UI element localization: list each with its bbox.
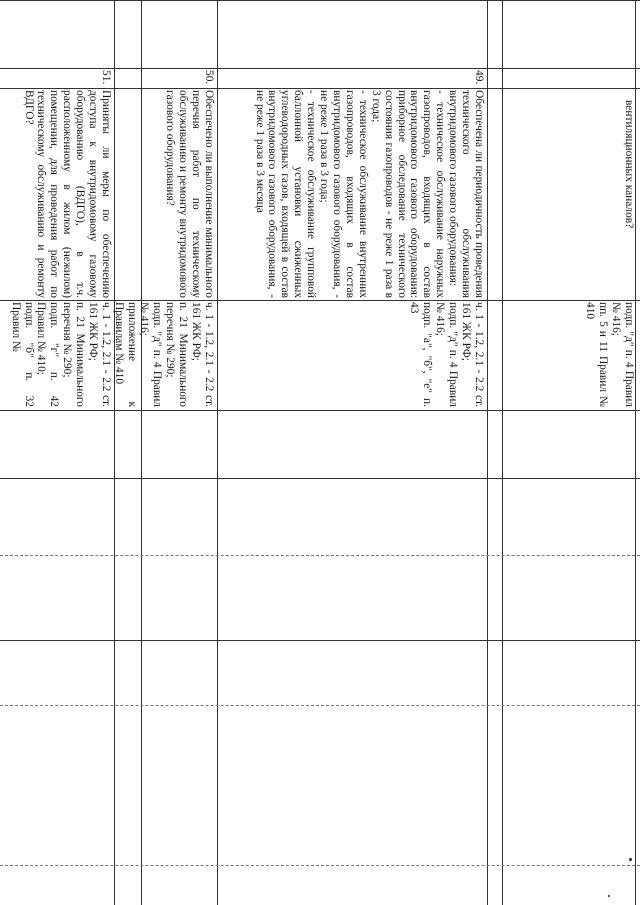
scan-speck xyxy=(608,895,610,897)
reference-text xyxy=(583,302,635,407)
reference-line: подп. "б" п. 32 Правил № xyxy=(9,302,35,407)
table-border-line xyxy=(0,0,640,1)
table-border-line xyxy=(0,68,640,69)
reference-text xyxy=(9,302,112,407)
table-border-line xyxy=(141,0,142,905)
question-line: - техническое обслуживание групповой баллонной установки сжиженных углеводородных газов, входящей в состав внутридомового газового оборудования, - не реже 1 раза в 3 месяца xyxy=(253,90,318,298)
scan-speck xyxy=(629,858,632,861)
question-line: вентиляционных каналов? xyxy=(623,100,635,229)
question-text xyxy=(22,90,112,298)
reference-line: подп. "д" п. 4 Правил № 416; xyxy=(610,302,635,407)
row-number: 51. xyxy=(100,70,112,85)
row-number: 49. xyxy=(473,70,485,85)
table-border-line xyxy=(487,0,488,905)
reference-line: ч. 1 - 1.2, 2.1 - 2.2 ст. 161 ЖК РФ; xyxy=(87,302,112,407)
table-border-line xyxy=(0,555,640,556)
question-line: Обеспечена ли периодичность проведения технического обслуживания внутридомового газового оборудования: xyxy=(447,90,485,298)
table-border-line xyxy=(114,0,115,905)
reference-line: п. 21 Минимального перечня № 290; xyxy=(164,302,190,407)
question-line: - техническое обслуживание внутренних газопроводов, входящих в состав внутридомового газового оборудования, - не реже 1 раза в 3 года; xyxy=(318,90,369,298)
table-border-line xyxy=(0,705,640,706)
reference-line: ч. 1 - 1.2, 2.1 - 2.2 ст. 161 ЖК РФ; xyxy=(460,302,485,407)
reference-line: подп. "г" п. 42 Правил № 410; xyxy=(35,302,61,407)
question-line: - техническое обслуживание наружных газопроводов, входящих в состав внутридомового газового оборудования: приборное обследование технического состояния газопроводов - не реже 1 раза в 3 года; xyxy=(369,90,447,298)
table-border-line xyxy=(0,640,640,641)
reference-line: пп. 5 и 11 Правил № 410 xyxy=(584,302,610,407)
reference-line: ч. 1 - 1.2, 2.1 - 2.2 ст. 161 ЖК РФ; xyxy=(190,302,215,407)
table-border-line xyxy=(217,0,218,905)
reference-text xyxy=(112,302,215,407)
table-border-line xyxy=(0,865,640,866)
question-text xyxy=(163,90,215,298)
question-line: Приняты ли меры по обеспечению доступа к внутридомовому газовому оборудованию (ВДГО), в т.ч. расположенному в жилом (нежилом) помещении, для проведения работ по техническому обслуживанию и ремонту ВДГО? xyxy=(22,90,112,298)
reference-line: приложение к Правилам № 410 xyxy=(112,302,138,407)
row-number: 50. xyxy=(203,70,215,85)
table-border-line xyxy=(0,410,640,411)
question-line: Обеспечено ли выполнение минимального перечня работ по техническому обслуживанию и ремонту внутридомового газового оборудования? xyxy=(164,90,215,298)
reference-line: подп. "а", "б", "е" п. 43 xyxy=(408,302,434,407)
table-border-line xyxy=(635,0,636,905)
reference-line: подп. "д" п. 4 Правил № 416; xyxy=(434,302,460,407)
reference-text xyxy=(408,302,485,407)
question-text xyxy=(253,90,485,298)
table-border-line xyxy=(502,0,503,905)
table-border-line xyxy=(0,478,640,479)
table-border-line xyxy=(0,300,640,301)
reference-line: подп. "д" п. 4 Правил № 416; xyxy=(138,302,164,407)
table-border-line xyxy=(0,88,640,89)
reference-line: п. 21 Минимального перечня № 290; xyxy=(61,302,87,407)
